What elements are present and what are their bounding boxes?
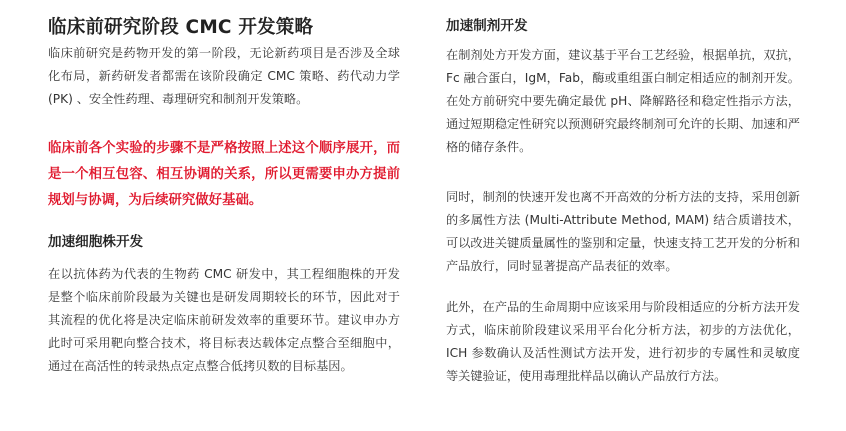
cell-line-heading: 加速细胞株开发 xyxy=(48,234,144,250)
formulation-paragraph: 在制剂处方开发方面，建议基于平台工艺经验，根据单抗，双抗，Fc 融合蛋白，IgM，Fab，酶或重组蛋白制定相适应的制剂开发。在处方前研究中要先确定最优 pH、降解路径和稳定性指示方法，通过短期稳定性研究以预测研究最终制剂可允许的长期、加速和严格的储存条件。 xyxy=(446,48,800,154)
highlight-paragraph: 临床前各个实验的步骤不是严格按照上述这个顺序展开，而是一个相互包容、相互协调的关系，所以更需要申办方提前规划与协调，为后续研究做好基础。 xyxy=(48,141,400,208)
formulation-heading: 加速制剂开发 xyxy=(446,18,528,34)
page-title: 临床前研究阶段 CMC 开发策略 xyxy=(48,17,314,38)
analytics-paragraph: 同时，制剂的快速开发也离不开高效的分析方法的支持，采用创新的多属性方法 (Multi-Attribute Method, MAM) 结合质谱技术，可以改进关键质量属性的鉴别和定量，快速支持工艺开发的分析和产品放行，同时显著提高产品表征的效率。 xyxy=(446,190,800,273)
lifecycle-paragraph: 此外，在产品的生命周期中应该采用与阶段相适应的分析方法开发方式，临床前阶段建议采用平台化分析方法，初步的方法优化，ICH 参数确认及活性测试方法开发，进行初步的专属性和灵敏度等关键验证，使用毒理批样品以确认产品放行方法。 xyxy=(446,300,800,383)
cell-line-paragraph: 在以抗体药为代表的生物药 CMC 研发中，其工程细胞株的开发是整个临床前阶段最为关键也是研发周期较长的环节，因此对于其流程的优化将是决定临床前研发效率的重要环节。建议申办方此时可采用靶向整合技术，将目标表达载体定点整合至细胞中，通过在高活性的转录热点定点整合低拷贝数的目标基因。 xyxy=(48,267,400,373)
intro-paragraph: 临床前研究是药物开发的第一阶段，无论新药项目是否涉及全球化布局，新药研发者都需在该阶段确定 CMC 策略、药代动力学 (PK) 、安全性药理、毒理研究和制剂开发策略。 xyxy=(48,46,400,106)
